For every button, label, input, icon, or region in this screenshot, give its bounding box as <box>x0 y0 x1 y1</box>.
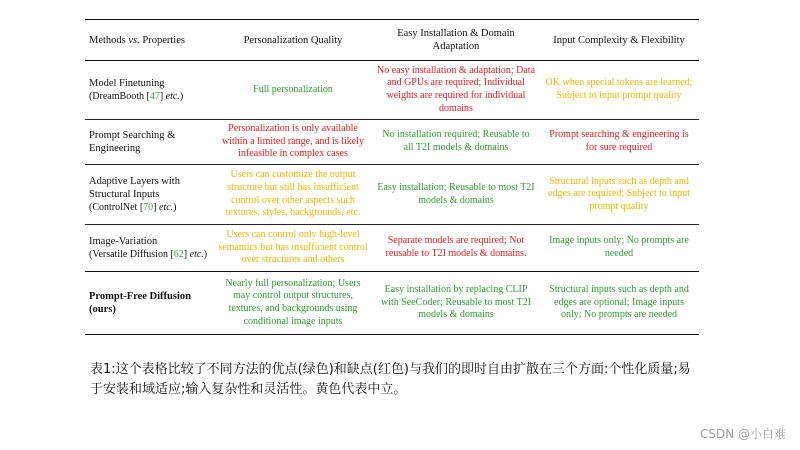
property-cell: Structural inputs such as depth and edges are required; Subject to input prompt quality <box>539 165 699 225</box>
method-reference-close: ) <box>173 202 177 213</box>
watermark: CSDN @小白难 <box>699 427 786 441</box>
table-row <box>85 61 699 120</box>
comparison-table <box>85 19 699 335</box>
method-reference-etc: etc. <box>159 202 174 213</box>
table-header-row <box>85 20 699 61</box>
property-cell: Users can control only high-level semantics but has insufficient control over structures and others <box>213 225 373 272</box>
property-cell: Separate models are required; Not reusable to T2I models & domains. <box>373 225 539 272</box>
method-name: Prompt-Free Diffusion <box>89 291 191 302</box>
method-cell-prompt-searching <box>85 120 213 165</box>
table-caption: 表1:这个表格比较了不同方法的优点(绿色)和缺点(红色)与我们的即时自由扩散在三个方面:个性化质量;易于安装和域适应;输入复杂性和灵活性。黄色代表中立。 <box>90 362 691 397</box>
method-cell-adaptive-layers <box>85 165 213 225</box>
header-easy-installation: Easy Installation & Domain Adaptation <box>373 20 539 61</box>
property-cell: Prompt searching & engineering is for sure required <box>539 120 699 165</box>
header-methods-text: Methods <box>89 34 129 46</box>
header-methods-vs-properties <box>85 20 213 61</box>
method-reference-suffix: ] <box>159 91 166 102</box>
property-cell: No installation required; Reusable to all T2I models & domains <box>373 120 539 165</box>
citation-number: 47 <box>149 91 160 102</box>
property-cell: Easy installation; Reusable to most T2I models & domains <box>373 165 539 225</box>
citation-number: 70 <box>143 202 154 213</box>
table-row <box>85 225 699 272</box>
method-reference <box>89 248 209 261</box>
property-cell: Personalization is only available within a limited range, and is likely infeasible in complex cases <box>213 120 373 165</box>
method-reference-prefix: (ControlNet [ <box>89 202 144 213</box>
header-vs-text: vs. <box>128 34 140 46</box>
table-row <box>85 120 699 165</box>
property-cell: Nearly full personalization; Users may control output structures, textures, and backgrounds using conditional image inputs <box>213 272 373 335</box>
method-name: Adaptive Layers with Structural Inputs <box>89 176 180 200</box>
method-name: Prompt Searching & Engineering <box>89 130 176 154</box>
table-row <box>85 272 699 335</box>
method-ours-label: (ours) <box>89 304 116 315</box>
method-reference <box>89 201 209 214</box>
method-reference <box>89 90 209 103</box>
method-reference-prefix: (Versatile Diffusion [ <box>89 249 174 260</box>
method-name: Model Finetuning <box>89 78 165 89</box>
property-cell: Structural inputs such as depth and edges are optional; Image inputs only; No prompts are needed <box>539 272 699 335</box>
method-cell-prompt-free-diffusion <box>85 272 213 335</box>
property-cell: Full personalization <box>213 61 373 120</box>
method-cell-model-finetuning <box>85 61 213 120</box>
method-cell-image-variation <box>85 225 213 272</box>
method-reference-etc: etc. <box>165 91 180 102</box>
property-cell: OK when special tokens are learned; Subject to input prompt quality <box>539 61 699 120</box>
header-properties-text: Properties <box>139 34 185 46</box>
method-reference-suffix: ] <box>183 249 190 260</box>
method-reference-close: ) <box>203 249 208 260</box>
table-row <box>85 165 699 225</box>
method-reference-prefix: (DreamBooth [ <box>89 91 150 102</box>
property-cell: Users can customize the output structure but still has insufficient control over other aspects such textures, styles, backgrounds, etc. <box>213 165 373 225</box>
method-reference-etc: etc. <box>189 249 204 260</box>
property-cell: No easy installation & adaptation; Data and GPUs are required; Individual weights are required for individual domains <box>373 61 539 120</box>
method-name: Image-Variation <box>89 236 158 247</box>
header-input-complexity: Input Complexity & Flexibility <box>539 20 699 61</box>
property-cell: Image inputs only; No prompts are needed <box>539 225 699 272</box>
header-personalization-quality: Personalization Quality <box>213 20 373 61</box>
citation-number: 62 <box>173 249 184 260</box>
method-reference-suffix: ] <box>153 202 159 213</box>
method-reference-close: ) <box>179 91 184 102</box>
comparison-table-container <box>85 19 699 342</box>
property-cell: Easy installation by replacing CLIP with SeeCoder; Reusable to most T2I models & domains <box>373 272 539 335</box>
